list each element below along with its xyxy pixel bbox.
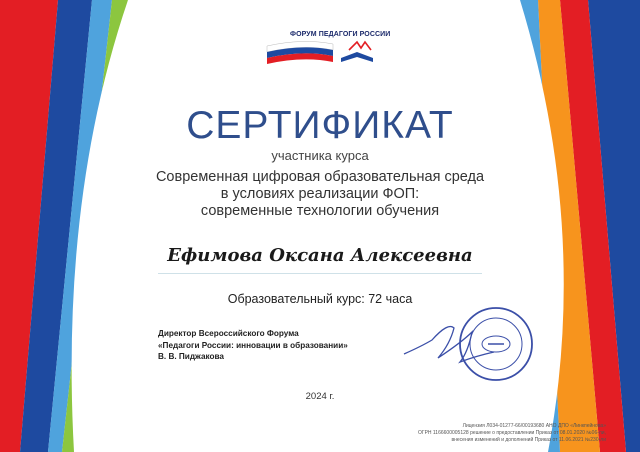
license-line: Лицензия Л034-01277-66/00193680 АНО ДПО «Линкпейнова»	[462, 423, 606, 429]
course-line: Современная цифровая образовательная среда	[155, 169, 485, 185]
license-line: ОГРН 1166600005128 решение о предоставлении Приказ от 08.01.2020 №06-ли,	[417, 430, 606, 436]
course-hours: Образовательный курс: 72 часа	[227, 292, 413, 306]
signatory-name: В. В. Пиджакова	[158, 352, 224, 361]
course-line: современные технологии обучения	[200, 203, 440, 219]
license-info	[418, 423, 606, 444]
certificate-year: 2024 г.	[305, 391, 335, 402]
recipient-name: Ефимова Оксана Алексеевна	[167, 245, 473, 266]
license-line: внесения изменений и дополнений Приказ от 11.06.2021 №230-ли	[451, 437, 606, 443]
stamp-and-signature	[402, 302, 540, 392]
course-line: в условиях реализации ФОП:	[220, 186, 420, 202]
name-underline	[158, 273, 482, 274]
certificate-title: СЕРТИФИКАТ	[186, 104, 454, 147]
certificate-subtitle: участника курса	[271, 148, 369, 163]
signatory-position: Директор Всероссийского Форума	[158, 329, 299, 338]
logo-text: ФОРУМ ПЕДАГОГИ РОССИИ	[290, 31, 391, 38]
signatory-organization: «Педагоги России: инновации в образовании»	[158, 340, 348, 350]
course-title	[0, 169, 640, 220]
signatory-block	[158, 328, 348, 363]
signature	[404, 327, 494, 363]
